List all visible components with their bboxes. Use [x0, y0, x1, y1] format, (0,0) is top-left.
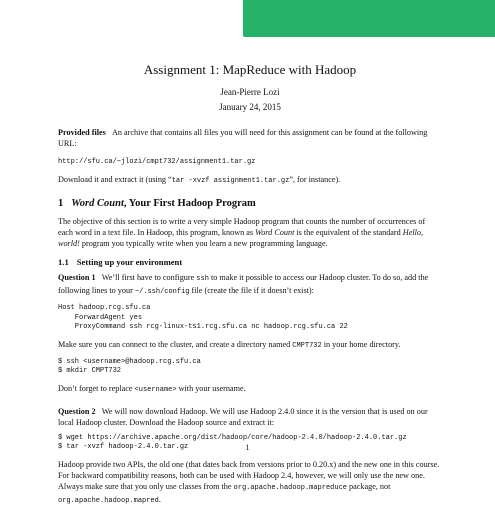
- question-2-paragraph: Question 2 We will now download Hadoop. We will use Hadoop 2.4.0 since it is the version that is used on our local Hadoop cluster. Download the Hadoop source and extract it:: [58, 406, 428, 427]
- document-title: Assignment 1: MapReduce with Hadoop: [143, 62, 357, 77]
- connect-paragraph: Make sure you can connect to the cluster, and create a directory named CMPT732 in your home directory.: [58, 339, 401, 350]
- ssh-config-code: Host hadoop.rcg.sfu.ca ForwardAgent yes ProxyCommand ssh rcg-linux-ts1.rcg.sfu.ca nc hadoop.rcg.sfu.ca 22: [58, 304, 348, 331]
- extract-paragraph: Download it and extract it (using “tar -xvzf assignment1.tar.gz”, for instance).: [58, 175, 341, 185]
- promo-banner-panel[interactable]: [243, 0, 495, 37]
- document-author: Jean-Pierre Lozi: [220, 87, 280, 97]
- section-heading: 1 Word Count, Your First Hadoop Program: [58, 198, 256, 209]
- extract-command: tar -xvzf assignment1.tar.gz: [171, 177, 290, 185]
- archive-url[interactable]: http://sfu.ca/~jlozi/cmpt732/assignment1.tar.gz: [58, 158, 256, 166]
- replace-username-paragraph: Don’t forget to replace <username> with your username.: [58, 383, 246, 394]
- provided-files-label: Provided files: [58, 128, 106, 137]
- page-number: 1: [245, 443, 250, 452]
- objective-paragraph: The objective of this section is to write a very simple Hadoop program that counts the number of occurrences of each word in a text file. In Hadoop, this program, known as Word Count is the equivalent of the standard Hello, world! program you typically write when you learn a new programming language.: [58, 217, 426, 248]
- provided-files-paragraph: Provided files An archive that contains all files you will need for this assignment can be found at the following URL:: [58, 128, 428, 148]
- document-date: January 24, 2015: [219, 102, 281, 112]
- promo-banner: [0, 0, 495, 37]
- apis-paragraph: Hadoop provide two APIs, the old one (that dates back from versions prior to 0.20.x) and the new one in this course. For backward compatibility reasons, both can be used with Hadoop 2.4, however, we will only use the new one. Always make sure that you only use classes from the org.apache.hadoop.mapreduce package, not org.apache.hadoop.mapred.: [58, 459, 440, 505]
- question-1-paragraph: Question 1 We’ll first have to configure ssh to make it possible to access our Hadoop cluster. To do so, add the following lines to your ~/.ssh/config file (create the file if it doesn’t exist):: [58, 273, 429, 296]
- subsection-heading: 1.1 Setting up your environment: [58, 257, 183, 267]
- download-commands-code: $ wget https://archive.apache.org/dist/hadoop/core/hadoop-2.4.0/hadoop-2.4.0.tar.gz $ tar -xvzf hadoop-2.4.0.tar.gz: [58, 433, 407, 451]
- connect-commands-code: $ ssh <username>@hadoop.rcg.sfu.ca $ mkdir CMPT732: [58, 357, 201, 375]
